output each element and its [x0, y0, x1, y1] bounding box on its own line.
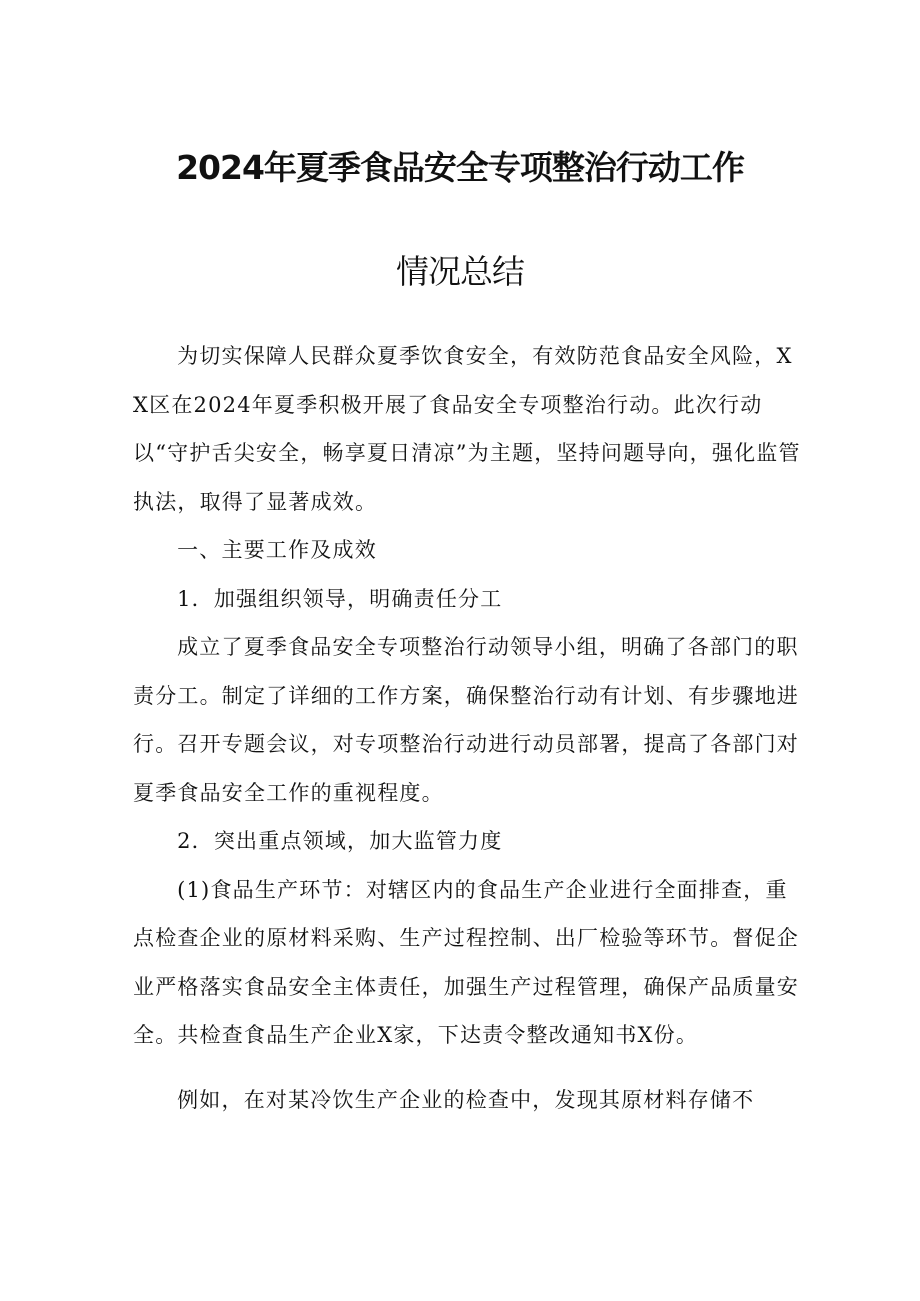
document-title-line-1: 2024年夏季食品安全专项整治行动工作: [176, 148, 744, 187]
document-body: [133, 332, 805, 1124]
section-heading-main-work: 一、主要工作及成效: [177, 538, 377, 562]
intro-paragraph: 为切实保障人民群众夏季饮食安全，有效防范食品安全风险，XX区在2024年夏季积极开展了食品安全专项整治行动。此次行动以“守护舌尖安全，畅享夏日清凉”为主题，坚持问题导向，强化监管执法，取得了显著成效。: [133, 344, 801, 514]
paragraph-organization: 成立了夏季食品安全专项整治行动领导小组，明确了各部门的职责分工。制定了详细的工作方案，确保整治行动有计划、有步骤地进行。召开专题会议，对专项整治行动进行动员部署，提高了各部门对夏季食品安全工作的重视程度。: [133, 635, 799, 805]
paragraph-example: 例如，在对某冷饮生产企业的检查中，发现其原材料存储不: [177, 1087, 755, 1112]
subheading-key-areas: 2．突出重点领域，加大监管力度: [177, 829, 503, 853]
document-title-line-2: 情况总结: [396, 252, 524, 291]
paragraph-food-production: (1)食品生产环节：对辖区内的食品生产企业进行全面排查，重点检查企业的原材料采购、生产过程控制、出厂检验等环节。督促企业严格落实食品安全主体责任，加强生产过程管理，确保产品质量安全。共检查食品生产企业X家，下达责令整改通知书X份。: [133, 877, 799, 1047]
subheading-organization: 1．加强组织领导，明确责任分工: [177, 586, 503, 611]
